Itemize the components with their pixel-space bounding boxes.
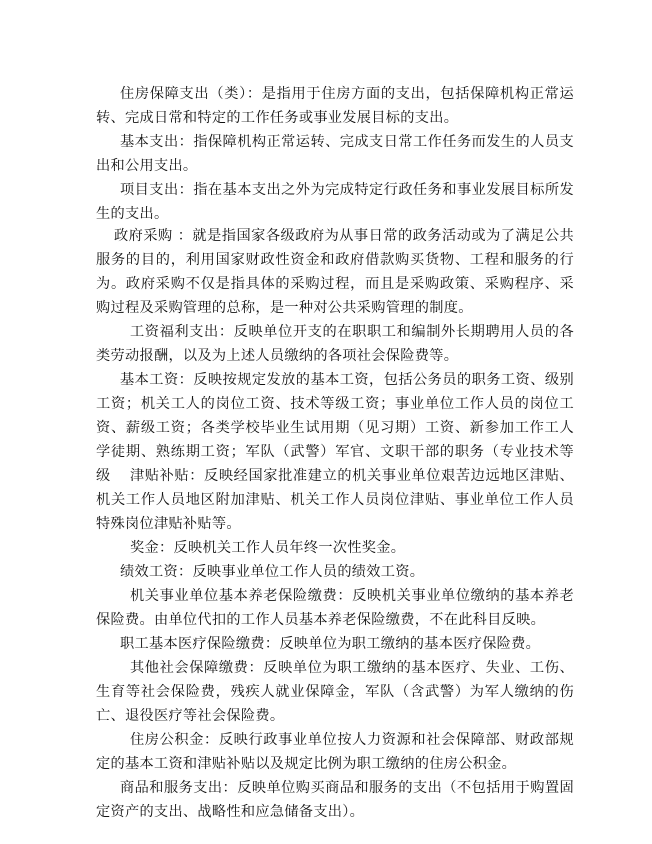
- paragraph-wage-welfare: 工资福利支出：反映单位开支的在职职工和编制外长期聘用人员的各类劳动报酬，以及为上述人员缴纳的各项社会保险费等。: [96, 324, 574, 364]
- paragraph-allowance: 津贴补贴：反映经国家批准建立的机关事业单位艰苦边远地区津贴、机关工作人员地区附加津贴、机关工作人员岗位津贴、事业单位工作人员特殊岗位津贴补贴等。: [96, 468, 574, 532]
- paragraph-goods-services: 商品和服务支出：反映单位购买商品和服务的支出（不包括用于购置固定资产的支出、战略性和应急储备支出）。: [96, 780, 574, 820]
- paragraph-government-procurement: 政府采购 ：就是指国家各级政府为从事日常的政务活动或为了满足公共服务的目的，利用国家财政性资金和政府借款购买货物、工程和服务的行为。政府采购不仅是指具体的采购过程，而且是采购政策、采购程序、采购过程及采购管理的总称，是一种对公共采购管理的制度。: [96, 228, 574, 316]
- paragraph-pension-insurance: 机关事业单位基本养老保险缴费：反映机关事业单位缴纳的基本养老保险费。由单位代扣的工作人员基本养老保险缴费，不在此科目反映。: [96, 588, 574, 628]
- paragraph-performance-wage: 绩效工资：反映事业单位工作人员的绩效工资。: [120, 564, 425, 580]
- paragraph-basic-wage: 基本工资：反映按规定发放的基本工资，包括公务员的职务工资、级别工资；机关工人的岗位工资、技术等级工资；事业单位工作人员的岗位工资、薪级工资；各类学校毕业生试用期（见习期）工资、新参加工作工人学徒期、熟练期工资；军队（武警）军官、文职干部的职务（专业技术等级: [96, 372, 574, 484]
- paragraph-housing-security: 住房保障支出（类）：是指用于住房方面的支出，包括保障机构正常运转、完成日常和特定的工作任务或事业发展目标的支出。: [96, 86, 574, 126]
- paragraph-other-social-security: 其他社会保障缴费：反映单位为职工缴纳的基本医疗、失业、工伤、生育等社会保险费，残疾人就业保障金，军队（含武警）为军人缴纳的伤亡、退役医疗等社会保险费。: [96, 660, 574, 724]
- paragraph-housing-fund: 住房公积金：反映行政事业单位按人力资源和社会保障部、财政部规定的基本工资和津贴补贴以及规定比例为职工缴纳的住房公积金。: [96, 732, 574, 772]
- paragraph-bonus: 奖金：反映机关工作人员年终一次性奖金。: [130, 540, 406, 556]
- paragraph-basic-expenditure: 基本支出：指保障机构正常运转、完成支日常工作任务而发生的人员支出和公用支出。: [96, 134, 574, 174]
- paragraph-medical-insurance: 职工基本医疗保险缴费：反映单位为职工缴纳的基本医疗保险费。: [120, 636, 541, 652]
- paragraph-project-expenditure: 项目支出：指在基本支出之外为完成特定行政任务和事业发展目标所发生的支出。: [96, 182, 574, 222]
